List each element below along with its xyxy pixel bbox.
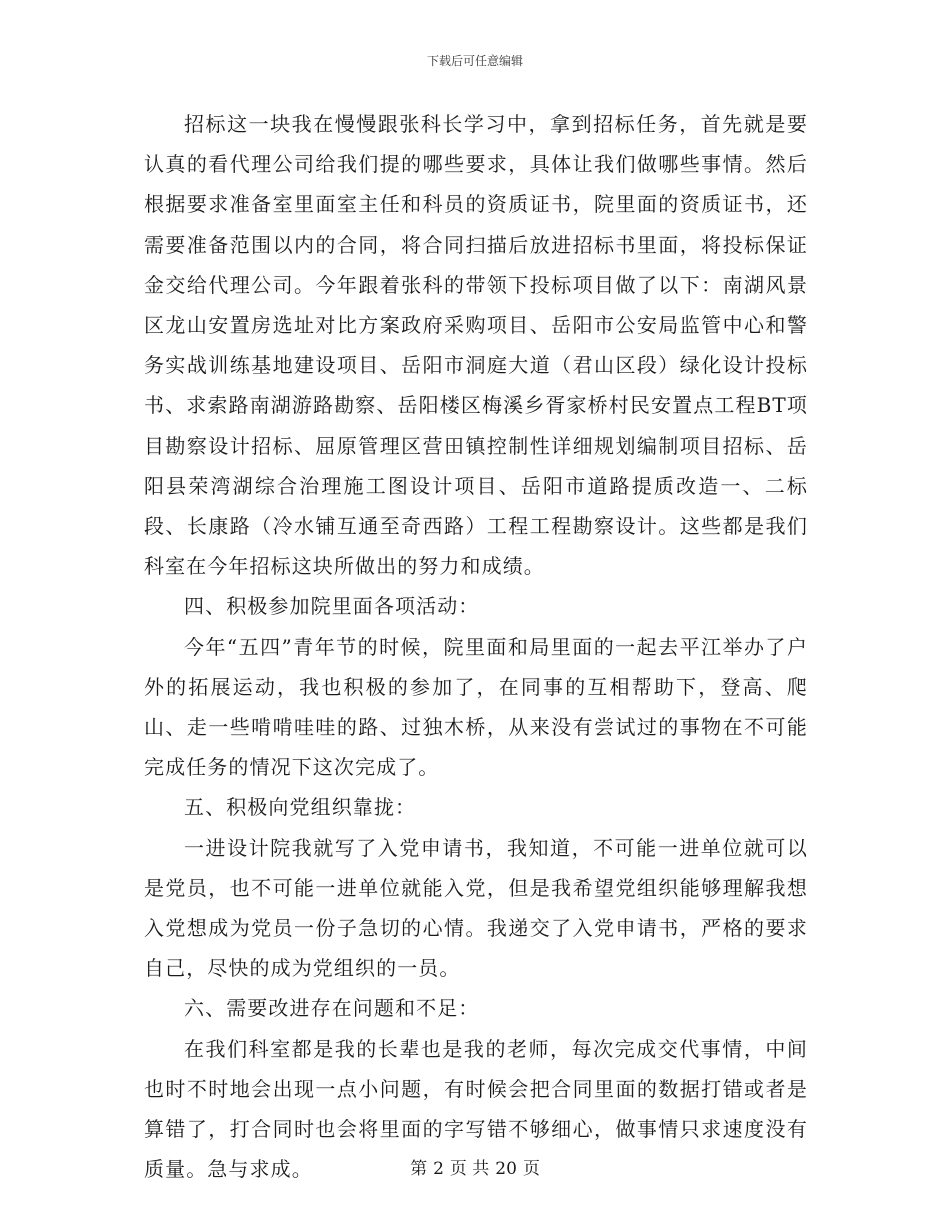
section-heading-improvements: 六、需要改进存在问题和不足： xyxy=(184,996,480,1021)
section-heading-party: 五、积极向党组织靠拢： xyxy=(184,795,417,820)
paragraph-improvements: 在我们科室都是我的长辈也是我的老师，每次完成交代事情，中间也时不时地会出现一点小问题，有时候会把合同里面的数据打错或者是算错了，打合同时也会将里面的字写错不够细心，做事情只求速度没有质量。急与求成。 xyxy=(144,1036,808,1182)
document-body xyxy=(144,104,808,1189)
page-footer xyxy=(0,1154,950,1179)
paragraph-bidding: 招标这一块我在慢慢跟张科长学习中，拿到招标任务，首先就是要认真的看代理公司给我们提的哪些要求，具体让我们做哪些事情。然后根据要求准备室里面室主任和科员的资质证书，院里面的资质证书，还需要准备范围以内的合同，将合同扫描后放进招标书里面，将投标保证金交给代理公司。今年跟着张科的带领下投标项目做了以下：南湖风景区龙山安置房选址对比方案政府采购项目、岳阳市公安局监管中心和警务实战训练基地建设项目、岳阳市洞庭大道（君山区段）绿化设计投标书、求索路南湖游路勘察、岳阳楼区梅溪乡胥家桥村民安置点工程BT项目勘察设计招标、屈原管理区营田镇控制性详细规划编制项目招标、岳阳县荣湾湖综合治理施工图设计项目、岳阳市道路提质改造一、二标段、长康路（冷水铺互通至奇西路）工程工程勘察设计。这些都是我们科室在今年招标这块所做出的努力和成绩。 xyxy=(144,112,808,579)
footer-page-number: 2 xyxy=(433,1159,444,1179)
footer-prefix: 第 xyxy=(410,1159,428,1179)
paragraph-activities: 今年“五四”青年节的时候，院里面和局里面的一起去平江举办了户外的拓展运动，我也积极的参加了，在同事的互相帮助下，登高、爬山、走一些啃啃哇哇的路、过独木桥，从来没有尝试过的事物在不可能完成任务的情况下这次完成了。 xyxy=(144,634,808,780)
footer-middle: 页 共 xyxy=(449,1159,490,1179)
page-header: 下载后可任意编辑 xyxy=(426,54,523,68)
footer-suffix: 页 xyxy=(522,1159,540,1179)
section-heading-activities: 四、积极参加院里面各项活动： xyxy=(184,594,480,619)
footer-total-pages: 20 xyxy=(495,1159,517,1179)
paragraph-party: 一进设计院我就写了入党申请书，我知道，不可能一进单位就可以是党员，也不可能一进单位就能入党，但是我希望党组织能够理解我想入党想成为党员一份子急切的心情。我递交了入党申请书，严格的要求自己，尽快的成为党组织的一员。 xyxy=(144,835,808,981)
